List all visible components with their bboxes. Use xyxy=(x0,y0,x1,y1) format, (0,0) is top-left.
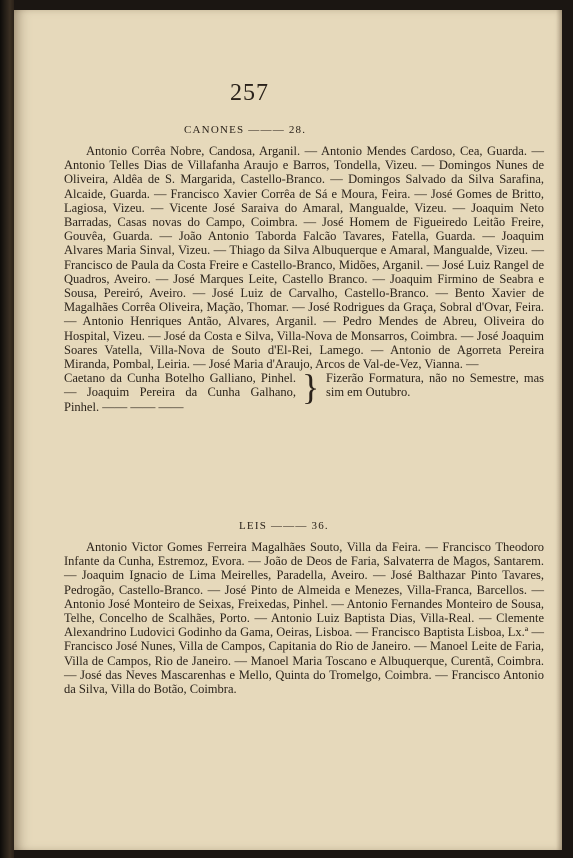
section-heading-leis: LEIS ——— 36. xyxy=(239,520,329,532)
book-binding xyxy=(0,0,14,858)
page-edge-shadow xyxy=(556,10,562,850)
paragraph-canones: Antonio Corrêa Nobre, Candosa, Arganil. — Antonio Mendes Cardoso, Cea, Guarda. — Antonio Telles Dias de Villafanha Araujo e Barros, Tondella, Vizeu. — Domingos Nunes de Oliveira, Aldêa de S. Margarida, Castello-Branco. — Domingos Salvado da Silva Sarafina, Alcaide, Guarda. — Francisco Xavier Corrêa de Sá e Moura, Feira. — José Gomes de Britto, Lagiosa, Vizeu. — Vicente José Saraiva do Amaral, Mangualde, Vizeu. — Joaquim Neto Barradas, Casas novas do Campo, Coimbra. — José Homem de Figueiredo Leitão Freire, Gouvêa, Guarda. — João Antonio Taborda Falcão Tavares, Fatella, Guarda. — Joaquim Alvares Maria Sinval, Vizeu. — Thiago da Silva Albuquerque e Amaral, Mangualde, Vizeu. — Francisco de Paula da Costa Freire e Castello-Branco, Midões, Arganil. — José Luiz Rangel de Quadros, Aveiro. — José Marques Leite, Castello Branco. — Joaquim Firmino de Seabra e Sousa, Pereiró, Aveiro. — José Luiz de Carvalho, Castello-Branco. — Bento Xavier de Magalhães Corrêa Oliveira, Mação, Thomar. — José Rodrigues da Graça, Sobral d'Ovar, Feira. — Antonio Henriques Antão, Alvares, Arganil. — Pedro Mendes de Abreu, Oliveira do Hospital, Vizeu. — José da Costa e Silva, Villa-Nova de Monsarros, Coimbra. — José Joaquim Soares Vatella, Villa-Nova de Souto d'El-Rei, Lamego. — Antonio de Agorreta Pereira Miranda, Pombal, Leiria. — José Maria d'Araujo, Arcos de Val-de-Vez, Vianna. — xyxy=(64,144,544,372)
section-body-canones xyxy=(64,144,544,415)
paragraph-leis: Antonio Victor Gomes Ferreira Magalhães Souto, Villa da Feira. — Francisco Theodoro Infante da Cunha, Estremoz, Evora. — João de Deos de Faria, Salvaterra de Magos, Santarem. — Joaquim Ignacio de Lima Meirelles, Paradella, Aveiro. — José Balthazar Pinto Tavares, Pedrogão, Castello-Branco. — José Pinto de Almeida e Menezes, Villa-Franca, Barcellos. — Antonio José Monteiro de Seixas, Freixedas, Pinhel. — Antonio Fernandes Monteiro de Sousa, Telhe, Concelho de Scalhães, Porto. — Antonio Luiz Baptista Dias, Villa-Real. — Clemente Alexandrino Ludovici Godinho da Gama, Oeiras, Lisboa. — Francisco Baptista Lisboa, Lx.ª — Francisco José Nunes, Villa de Campos, Capitania do Rio de Janeiro. — Manoel Leite de Faria, Villa de Campos, Rio de Janeiro. — Manoel Maria Toscano e Albuquerque, Curentã, Coimbra. — José das Neves Mascarenhas e Mello, Quinta do Tromelgo, Coimbra. — Francisco Antonio da Silva, Villa do Botão, Coimbra. xyxy=(64,540,544,697)
book-page xyxy=(14,10,562,850)
note-right: Fizerão Formatura, não no Semestre, mas sim em Outubro. xyxy=(326,371,544,400)
page-number: 257 xyxy=(230,80,269,106)
section-body-leis xyxy=(64,540,544,696)
section-heading-canones: CANONES ——— 28. xyxy=(184,124,307,136)
note-block xyxy=(64,367,544,415)
note-left: Caetano da Cunha Botelho Galliano, Pinhel. — Joaquim Pereira da Cunha Galhano, Pinhel. —— —— —— xyxy=(64,371,296,414)
note-brace: } xyxy=(302,367,320,408)
